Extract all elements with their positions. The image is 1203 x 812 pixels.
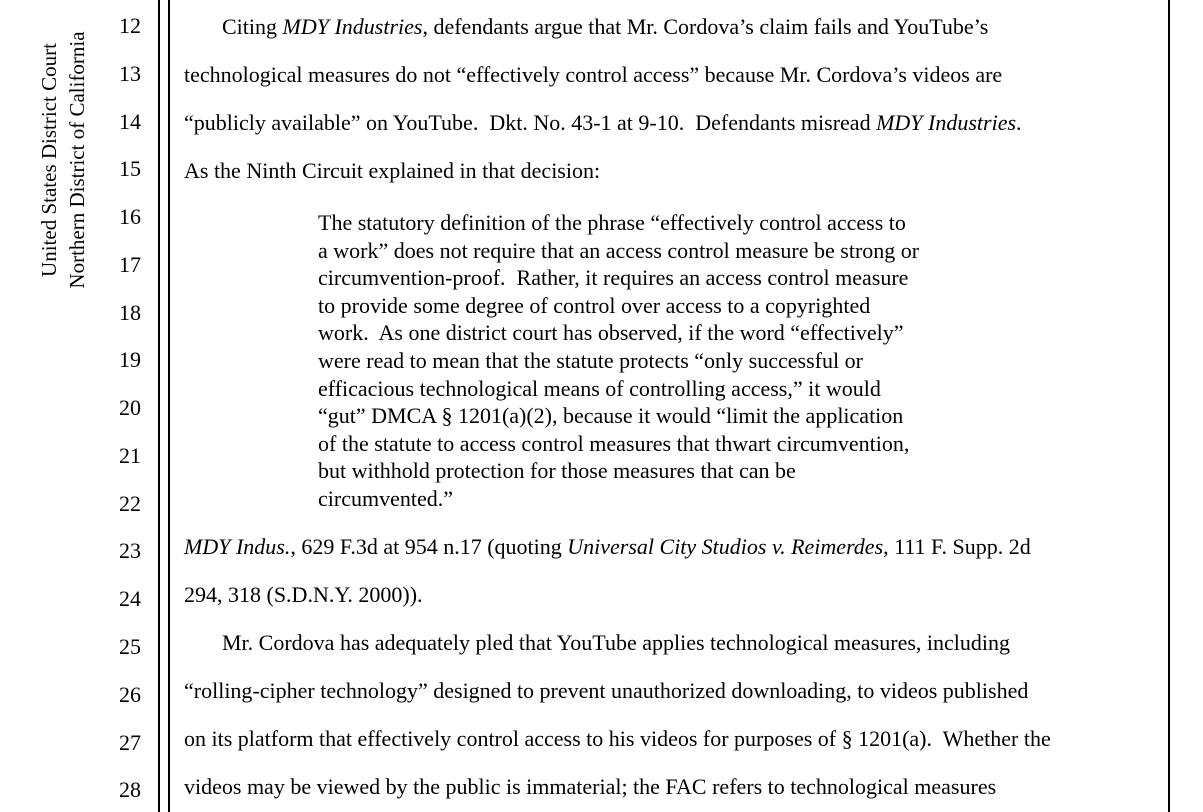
- text-line: on its platform that effectively control access to his videos for purposes of § 1201(a). Whether the: [184, 726, 1051, 751]
- left-double-rule-outer: [158, 0, 160, 812]
- line-number: 28: [119, 777, 141, 802]
- line-number: 27: [119, 730, 141, 755]
- line-number: 26: [119, 682, 141, 707]
- quote-line: a work” does not require that an access control measure be strong or: [318, 238, 920, 263]
- quote-line: of the statute to access control measures that thwart circumvention,: [318, 431, 910, 456]
- text-line: Citing MDY Industries, defendants argue that Mr. Cordova’s claim fails and YouTube’s: [222, 14, 989, 39]
- text-line: “publicly available” on YouTube. Dkt. No. 43-1 at 9-10. Defendants misread MDY Industries.: [184, 110, 1022, 135]
- court-name-line1: United States District Court: [37, 43, 61, 277]
- line-number: 21: [119, 443, 141, 468]
- line-number: 24: [119, 586, 141, 611]
- quote-line: work. As one district court has observed, if the word “effectively”: [318, 320, 904, 345]
- quote-line: to provide some degree of control over access to a copyrighted: [318, 293, 871, 318]
- left-double-rule-inner: [168, 0, 170, 812]
- line-number: 12: [119, 13, 141, 38]
- line-number: 13: [119, 61, 141, 86]
- court-name-sidebar: [35, 0, 93, 321]
- line-number: 15: [119, 156, 141, 181]
- quote-line: but withhold protection for those measures that can be: [318, 458, 796, 483]
- line-number: 19: [119, 347, 141, 372]
- line-number: 14: [119, 109, 141, 134]
- text-line: “rolling-cipher technology” designed to prevent unauthorized downloading, to videos published: [184, 678, 1029, 703]
- line-number: 17: [119, 252, 141, 277]
- line-number: 22: [119, 491, 141, 516]
- text-line: technological measures do not “effectively control access” because Mr. Cordova’s videos are: [184, 62, 1003, 87]
- text-line: As the Ninth Circuit explained in that decision:: [184, 158, 601, 183]
- quote-line: circumvented.”: [318, 486, 453, 511]
- right-margin-rule: [1168, 0, 1170, 812]
- quote-line: efficacious technological means of controlling access,” it would: [318, 376, 881, 401]
- line-number: 16: [119, 204, 141, 229]
- line-number: 25: [119, 634, 141, 659]
- line-number: 23: [119, 538, 141, 563]
- text-line: 294, 318 (S.D.N.Y. 2000)).: [184, 582, 423, 607]
- line-number: 18: [119, 300, 141, 325]
- line-number: 20: [119, 395, 141, 420]
- text-line: MDY Indus., 629 F.3d at 954 n.17 (quoting Universal City Studios v. Reimerdes, 111 F. Supp. 2d: [184, 534, 1031, 559]
- quote-line: The statutory definition of the phrase “effectively control access to: [318, 210, 906, 235]
- text-line: videos may be viewed by the public is immaterial; the FAC refers to technological measures: [184, 774, 997, 799]
- quote-line: “gut” DMCA § 1201(a)(2), because it would “limit the application: [318, 403, 904, 428]
- court-name-line2: Northern District of California: [65, 31, 89, 289]
- quote-line: circumvention-proof. Rather, it requires an access control measure: [318, 265, 909, 290]
- text-line: Mr. Cordova has adequately pled that YouTube applies technological measures, including: [222, 630, 1010, 655]
- quote-line: were read to mean that the statute protects “only successful or: [318, 348, 863, 373]
